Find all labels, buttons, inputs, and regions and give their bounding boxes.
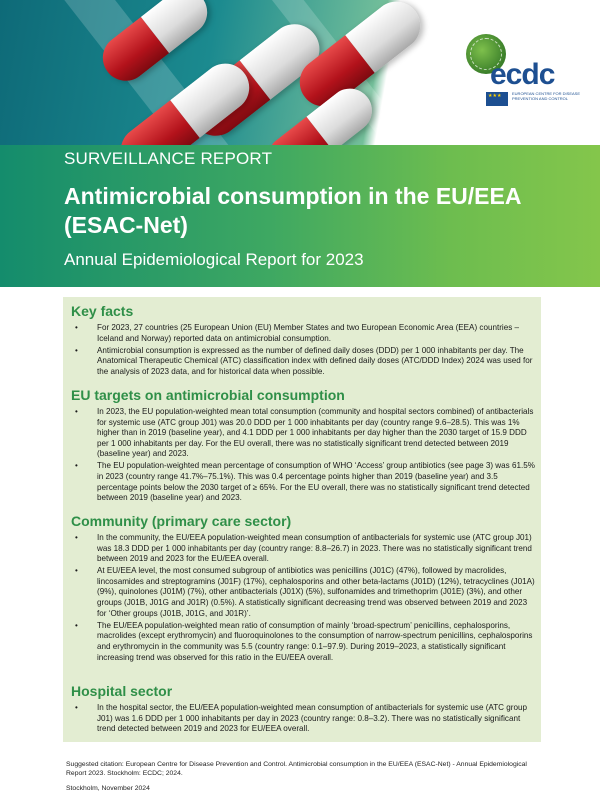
list-item: • In 2023, the EU population-weighted mean total consumption (community and hospital sectors combined) of antibacterials for systemic use (ATC group J01) was 20.0 DDD per 1 000 inhabitants per day (country range 9.6–28.5). This was 1% higher than in 2019 (baseline year), and 4.1 DDD per 1 000 inhabitants per day higher than the 2030 target of 15.9 DDD per 1 000 inhabitants per day. For the EU overall, there was no statistically significant trend detected between 2019 (baseline year) and 2023.	[75, 407, 534, 459]
report-type: SURVEILLANCE REPORT	[64, 149, 273, 168]
list-item: • At EU/EEA level, the most consumed subgroup of antibiotics was penicillins (J01C) (47%), followed by macrolides, lincosamides and streptogramins (J01F) (17%), cephalosporins and other beta-lactams (J01D) (12%), tetracyclines (J01A) (9%), quinolones (J01M) (7%), other antibacterials (J01X) (5%), sulfonamides and trimethoprim (J01E) (3%), and other groups (J01B, J01G and J01R) (0.5%). A statistically significant decreasing trend was observed between 2019 and 2023 for ‘Other groups (J01B, J01G, and J01R)’.	[75, 566, 535, 618]
bullet-icon: •	[75, 620, 78, 630]
eu-targets-list	[63, 407, 541, 505]
list-item: • For 2023, 27 countries (25 European Union (EU) Member States and two European Economic Area (EEA) countries – Iceland and Norway) reported data on antimicrobial consumption.	[75, 323, 519, 343]
key-facts-list	[63, 323, 541, 379]
cover-banner	[0, 0, 600, 145]
eu-flag-icon	[486, 92, 508, 106]
bullet-icon: •	[75, 533, 78, 542]
section-heading-eu-targets: EU targets on antimicrobial consumption	[71, 387, 345, 403]
bullet-icon: •	[75, 407, 78, 416]
list-item: • Antimicrobial consumption is expressed as the number of defined daily doses (DDD) per 1 000 inhabitants per day. The Anatomical Therapeutic Chemical (ATC) classification index with defined daily doses (ATC/DDD Index) 2024 was used for the analysis of 2023 data, and for historical data when possible.	[75, 345, 533, 376]
logo-text: ecdc	[490, 58, 555, 91]
logo-subtitle: EUROPEAN CENTRE FOR DISEASE PREVENTION AND CONTROL	[512, 91, 581, 101]
section-heading-community: Community (primary care sector)	[71, 513, 292, 529]
title-band	[0, 145, 600, 287]
bullet-icon: •	[75, 345, 78, 355]
bullet-icon: •	[75, 703, 78, 712]
bullet-icon: •	[75, 566, 78, 576]
report-title: Antimicrobial consumption in the EU/EEA (ESAC-Net)	[64, 183, 521, 238]
dateline: Stockholm, November 2024	[66, 785, 150, 792]
section-heading-key-facts: Key facts	[71, 303, 134, 319]
key-facts-box	[63, 297, 541, 742]
bullet-icon: •	[75, 461, 78, 471]
list-item: • In the hospital sector, the EU/EEA population-weighted mean consumption of antibacterials for systemic use (ATC group J01) was 1.6 DDD per 1 000 inhabitants per day in 2023 (country range: 0.8–3.2). There was no statistically significant trend detected between 2019 and 2023 for EU/EEA overall.	[75, 703, 527, 734]
list-item: • In the community, the EU/EEA population-weighted mean consumption of antibacterials for systemic use (ATC group J01) was 18.3 DDD per 1 000 inhabitants per day (country range: 8.8–26.7) in 2023. There was no statistically significant trend between 2019 and 2023 for the EU/EEA overall.	[75, 533, 532, 564]
report-subtitle: Annual Epidemiological Report for 2023	[64, 250, 364, 269]
ecdc-logo	[466, 32, 591, 112]
hospital-list	[63, 703, 541, 736]
community-list	[63, 533, 541, 665]
bullet-icon: •	[75, 323, 78, 332]
section-heading-hospital: Hospital sector	[71, 683, 173, 699]
suggested-citation: Suggested citation: European Centre for Disease Prevention and Control. Antimicrobial consumption in the EU/EEA (ESAC-Net) - Annual Epidemiological Report 2023. Stockholm: ECDC; 2024.	[66, 761, 527, 777]
list-item: • The EU/EEA population-weighted mean ratio of consumption of mainly ‘broad-spectrum’ penicillins, cephalosporins, macrolides (except erythromycin) and fluoroquinolones to the consumption of narrow-spectrum penicillins, cephalosporins and erythromycin in the community was 5.5 (country range: 0.1–97.9). During 2019–2023, a statistically significant increasing trend was observed for this ratio in the EU/EEA overall.	[75, 620, 533, 662]
list-item: • The EU population-weighted mean percentage of consumption of WHO ‘Access’ group antibiotics (see page 3) was 61.5% in 2023 (country range 41.7%–75.1%). This was 0.4 percentage points higher than 2019 (baseline year) and 3.5 percentage points below the 2030 target of ≥ 65%. For the EU overall, there was no statistically significant trend detected between 2019 (baseline year) and 2023.	[75, 461, 535, 503]
